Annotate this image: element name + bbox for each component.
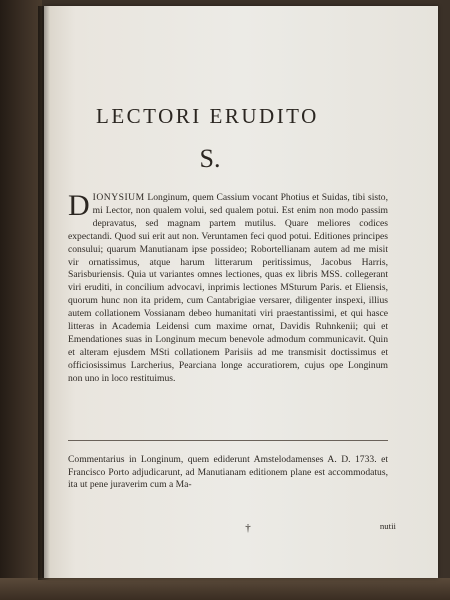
- page-heading-salutation: S.: [199, 144, 221, 173]
- page-heading: LECTORI ERUDITO: [96, 104, 319, 128]
- catchword: nutii: [379, 521, 396, 531]
- gutter-shadow: [38, 6, 50, 580]
- signature-mark: †: [245, 522, 251, 534]
- preface-body: [68, 189, 388, 386]
- footnote-text: Commentarius in Longinum, quem ediderunt Amstelodamenses A. D. 1733. et Francisco Porto adjudicarunt, ad Manutianam editionem plane est accommodatus, ita ut pene juraverim cum a Ma-: [68, 454, 388, 491]
- preface-paragraph: Longinum, quem Cassium vocant Photius et Suidas, tibi sisto, mi Lector, non qualem volui, sed qualem potui. Est enim non modo passim depravatus, sed magnam partem mutilus. Quare meliores codices expectandi. Quod sui erit aut non. Veruntamen feci quod potui. Editiones principes consului; quarum Manutianam ipse possideo; Robortellianam autem ad me misit vir ornatissimus, atque harum litterarum peritissimus, Jacobus Harris, Sarisburiensis. Quia ut variantes omnes lectiones, quas ex libris MSS. collegerant viri eruditi, in concilium advocavi, inprimis lectiones MSturum Paris. et Eliensis, quorum hunc non ita pridem, cum Cantabrigiae versarer, diligenter inspexi, illius autem collationem Vossianam debeo humanitati viri praestantissimi, et qui hasce litteras in Academia Leidensi cum maxime ornat, Davidis Ruhnkenii; qui et Emendationes suas in Longinum mecum benevole admodum communicavit. Quin et alteram ejusdem MSti collationem Parisiis ad me transmisit doctissimus et officiosissimus Larcherius, Pearciana longe accuratiorem, cujus ope Longinum non uno in loco restituimus.: [68, 192, 388, 384]
- book-binding: [0, 0, 42, 600]
- book-page: [44, 6, 438, 578]
- first-word-rest: IONYSIUM: [92, 192, 145, 203]
- table-surface: [0, 578, 450, 600]
- drop-cap: D: [68, 189, 90, 222]
- footnote: [68, 454, 388, 492]
- footnote-rule: [68, 440, 388, 441]
